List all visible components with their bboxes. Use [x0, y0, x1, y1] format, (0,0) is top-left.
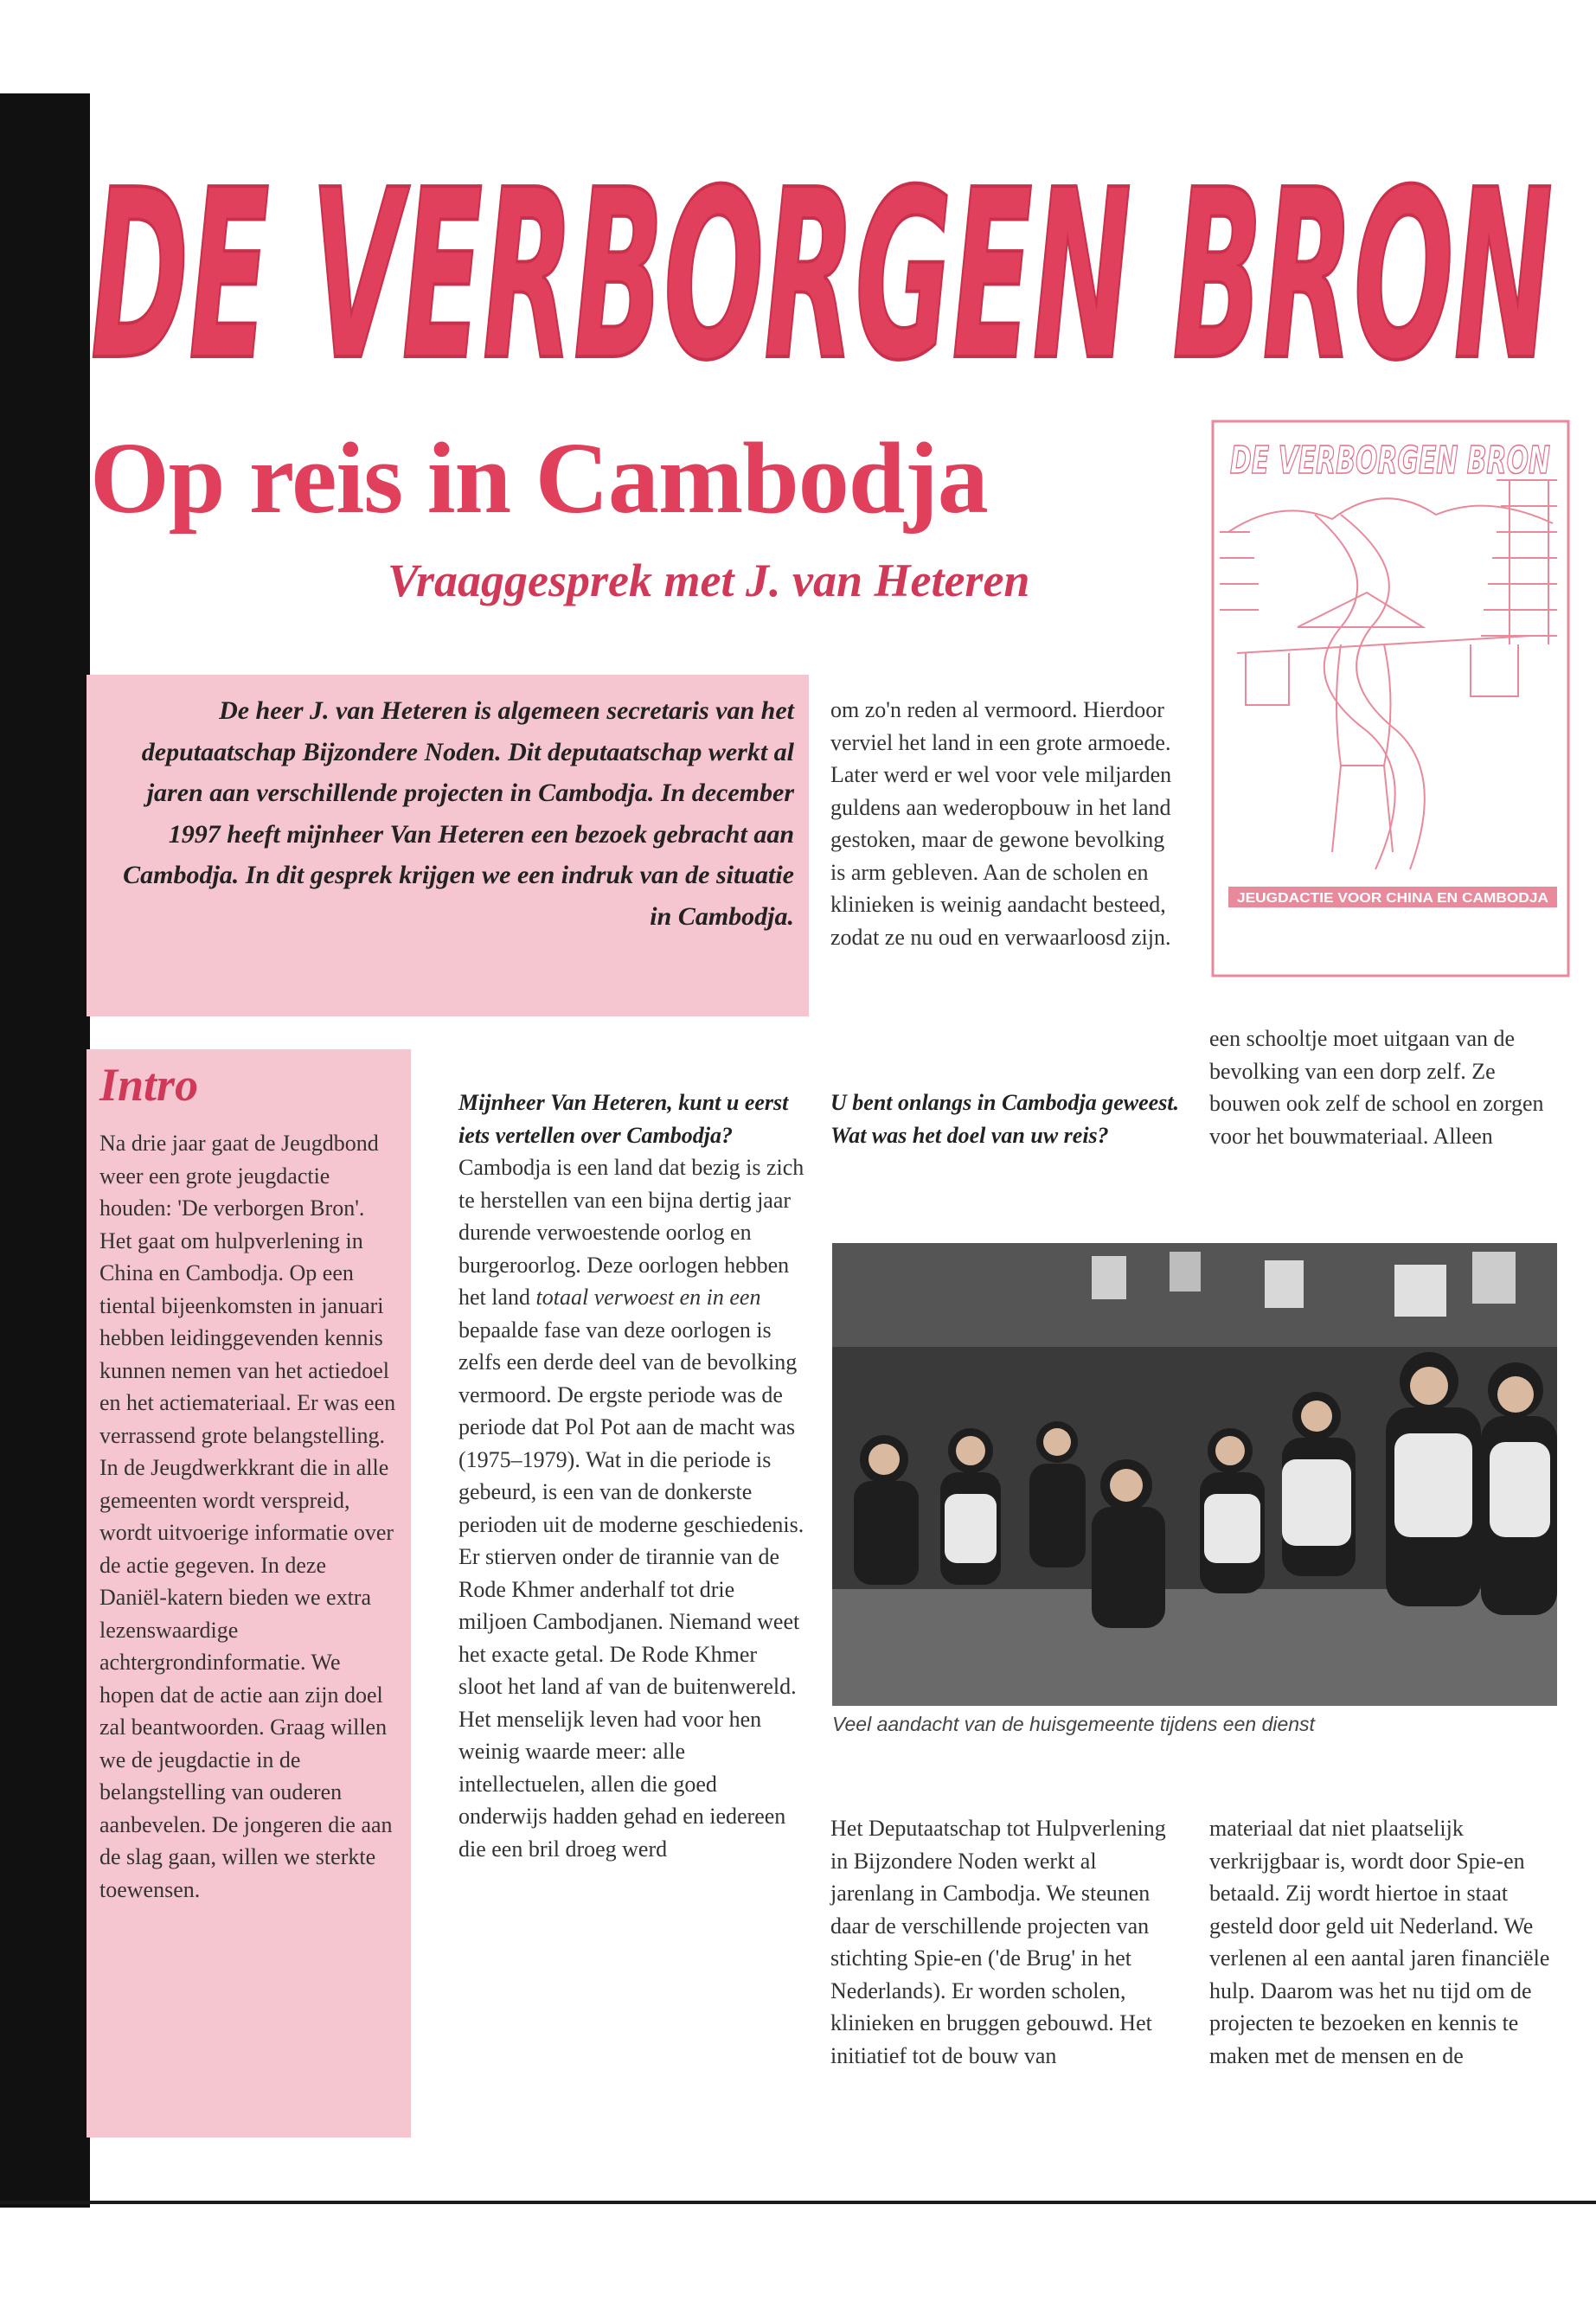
column-4-top-text: een schooltje moet uitgaan van de bevolking van een dorp zelf. Ze bouwen ook zelf de school en zorgen voor het bouwmateriaal. Alleen [1209, 1026, 1544, 1149]
bottom-rule [0, 2201, 1596, 2204]
intro-heading: Intro [99, 1059, 199, 1111]
column-2 [458, 1086, 804, 1865]
article-title: Op reis in Cambodja [90, 421, 988, 535]
masthead [87, 130, 1557, 415]
article-subtitle: Vraaggesprek met J. van Heteren [388, 554, 1030, 606]
poster-logo-text: DE VERBORGEN BRON [1230, 439, 1550, 483]
column-4-bottom-text: materiaal dat niet plaatselijk verkrijgbaar is, wordt door Spie-en betaald. Zij wordt hiertoe in staat gesteld door geld uit Nederland. We verlenen al een aantal jaren financiële hulp. Daarom was het nu tijd om de projecten te bezoeken en kennis te maken met de mensen en de [1209, 1816, 1550, 2068]
column-3-top-text: om zo'n reden al vermoord. Hierdoor verviel het land in een grote armoede. Later werd er wel voor vele miljarden guldens aan wederopbouw in het land gestoken, maar de gewone bevolking is arm gebleven. Aan de scholen en klinieken is weinig aandacht besteed, zodat ze nu oud en verwaarloosd zijn. [830, 697, 1172, 950]
answer-1-part-a: Cambodja is een land dat bezig is zich te herstellen van een bijna dertig jaar durende verwoestende oorlog en burgeroorlog. Deze oorlogen hebben het land [458, 1155, 804, 1310]
intro-text: Na drie jaar gaat de Jeugdbond weer een grote jeugdactie houden: 'De verborgen Bron'. Het gaat om hulpverlening in China en Cambodja. Op een tiental bijeenkomsten in januari hebben leidinggevenden kennis kunnen nemen van het actiedoel en het actiemateriaal. Er was een verrassend grote belangstelling. In de Jeugdwerkkrant die in alle gemeenten wordt verspreid, wordt uitvoerige informatie over de actie gegeven. In deze Daniël-katern bieden we extra lezenswaardige achtergrondinformatie. We hopen dat de actie aan zijn doel zal beantwoorden. Graag willen we de jeugdactie in de belangstelling van ouderen aanbevelen. De jongeren die aan de slag gaan, willen we sterkte toewensen. [99, 1131, 396, 1902]
intro-box [87, 1049, 411, 2138]
lead-box [87, 675, 809, 1016]
congregation-photo [832, 1243, 1557, 1706]
lead-text: De heer J. van Heteren is algemeen secretaris van het deputaatschap Bijzondere Noden. Dit deputaatschap werkt al jaren aan verschillende projecten in Cambodja. In december 1997 heeft mijnheer Van Heteren een bezoek gebracht aan Cambodja. In dit gesprek krijgen we een indruk van de situatie in Cambodja. [123, 696, 794, 931]
interview-question-1: Mijnheer Van Heteren, kunt u eerst iets vertellen over Cambodja? [458, 1090, 789, 1148]
photo-caption: Veel aandacht van de huisgemeente tijdens een dienst [832, 1713, 1315, 1735]
page-spine-bar [0, 93, 90, 2208]
answer-1-part-b: bepaalde fase van deze oorlogen is zelfs een derde deel van de bevolking vermoord. De ergste periode was de periode dat Pol Pot aan de macht was (1975–1979). Wat in die periode is gebeurd, is een van de donkerste perioden uit de moderne geschiedenis. Er stierven onder de tirannie van de Rode Khmer anderhalf tot drie miljoen Cambodjanen. Niemand weet het exacte getal. De Rode Khmer sloot het land af van de buitenwereld. Het menselijk leven had voor hen weinig waarde meer: alle intellectuelen, allen die goed onderwijs hadden gehad en iedereen die een bril droeg werd [458, 1317, 804, 1862]
interview-question-2: U bent onlangs in Cambodja geweest. Wat was het doel van uw reis? [830, 1090, 1180, 1148]
column-3-bottom-text: Het Deputaatschap tot Hulpverlening in Bijzondere Noden werkt al jarenlang in Cambodja. We steunen daar de verschillende projecten van stichting Spie-en ('de Brug' in het Nederlands). Er worden scholen, klinieken en bruggen gebouwd. Het initiatief tot de bouw van [830, 1816, 1166, 2068]
poster-banner-text: JEUGDACTIE VOOR CHINA EN CAMBODJA [1237, 891, 1549, 906]
action-poster-illustration [1211, 420, 1570, 977]
answer-1-italic: totaal verwoest en in een [535, 1285, 761, 1310]
interview-answer-1 [458, 1151, 804, 1865]
masthead-title: DE VERBORGEN BRON [91, 139, 1553, 412]
